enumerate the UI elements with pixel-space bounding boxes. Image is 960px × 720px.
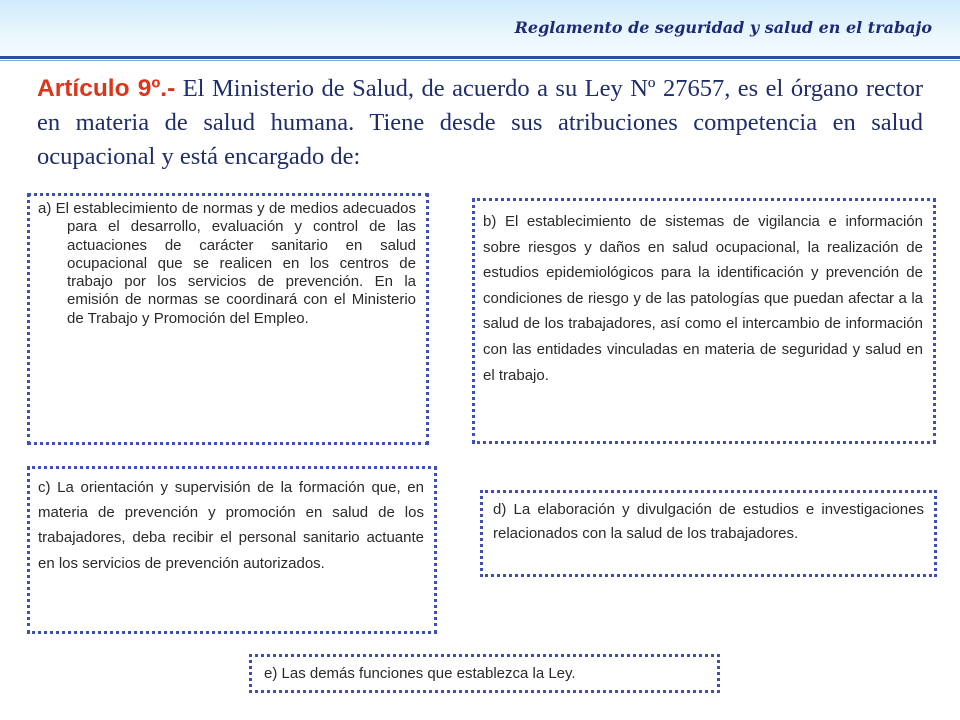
article-intro — [37, 72, 923, 174]
header-divider — [0, 56, 960, 59]
item-c-text: c) La orientación y supervisión de la formación que, en materia de prevención y promoción en salud de los trabajadores, deba recibir el personal sanitario actuante en los servicios de prevención autorizados. — [38, 479, 424, 572]
article-label: Artículo 9º.- — [37, 75, 176, 102]
item-b-box — [472, 198, 936, 444]
item-c-box — [27, 466, 437, 634]
item-d-box — [480, 490, 937, 577]
item-e-box — [249, 654, 720, 693]
article-intro-text: El Ministerio de Salud, de acuerdo a su Ley Nº 27657, es el órgano rector en materia de salud humana. Tiene desde sus atribuciones competencia en salud ocupacional y está encargado de: — [37, 75, 924, 170]
item-d-text: d) La elaboración y divulgación de estudios e investigaciones relacionados con la salud de los trabajadores. — [493, 501, 924, 542]
item-a-text: a) El establecimiento de normas y de medios adecuados para el desarrollo, evaluación y control de las actuaciones de carácter sanitario en salud ocupacional que se realicen en los centros de trabajo por los servicios de prevención. En la emisión de normas se coordinará con el Ministerio de Trabajo y Promoción del Empleo. — [38, 200, 416, 327]
item-e-text: e) Las demás funciones que establezca la Ley. — [264, 665, 576, 682]
item-b-text: b) El establecimiento de sistemas de vigilancia e información sobre riesgos y daños en salud ocupacional, la realización de estudios epidemiológicos para la identificación y prevención de condiciones de riesgo y de las patologías que puedan afectar a la salud de los trabajadores, así como el intercambio de información con las entidades vinculadas en materia de seguridad y salud en el trabajo. — [483, 213, 923, 384]
document-title: Reglamento de seguridad y salud en el trabajo — [514, 18, 932, 37]
header-divider-thin — [0, 60, 960, 61]
item-a-box — [27, 193, 429, 445]
